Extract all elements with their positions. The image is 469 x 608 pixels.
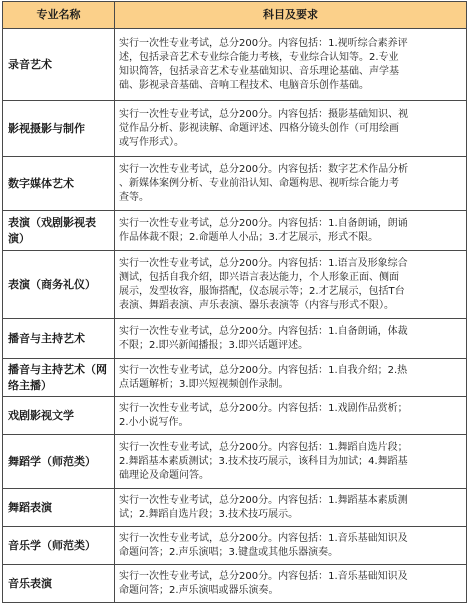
- table-row: [3, 489, 467, 527]
- major-name: 播音与主持艺术（网 络主播）: [3, 359, 115, 397]
- table-header-row: [3, 2, 467, 29]
- table-row: [3, 527, 467, 565]
- table-row: [3, 359, 467, 397]
- header-requirements: 科目及要求: [115, 2, 467, 29]
- major-requirements: 实行一次性专业考试，总分200分。内容包括：1.自备朗诵，体裁 不限；2.即兴新闻播报；3.即兴话题评述。: [115, 319, 467, 359]
- major-requirements: 实行一次性专业考试，总分200分。内容包括：1.舞蹈自选片段； 2.舞蹈基本素质测试；3.技术技巧展示，该科目为加试；4.舞蹈基 础理论及命题问答。: [115, 435, 467, 489]
- major-requirements: 实行一次性专业考试，总分200分。内容包括：1.音乐基础知识及 命题问答；2.声乐演唱或器乐演奏。: [115, 565, 467, 603]
- table-row: [3, 29, 467, 101]
- table-row: [3, 211, 467, 251]
- major-requirements: 实行一次性专业考试，总分200分。内容包括：摄影基础知识、视 觉作品分析、影视读解、命题评述、四格分镜头创作（可用绘画 或写作形式）。: [115, 101, 467, 157]
- major-name: 表演（戏剧影视表 演）: [3, 211, 115, 251]
- table-row: [3, 101, 467, 157]
- major-requirements: 实行一次性专业考试，总分200分。内容包括：1.舞蹈基本素质测 试；2.舞蹈自选片段；3.技术技巧展示。: [115, 489, 467, 527]
- major-name: 播音与主持艺术: [3, 319, 115, 359]
- table-row: [3, 251, 467, 319]
- major-requirements: 实行一次性专业考试，总分200分。内容包括：1.戏剧作品赏析； 2.小小说写作。: [115, 397, 467, 435]
- major-name: 舞蹈表演: [3, 489, 115, 527]
- major-requirements: 实行一次性专业考试，总分200分。内容包括：1.自备朗诵，朗诵 作品体裁不限；2.命题单人小品；3.才艺展示，形式不限。: [115, 211, 467, 251]
- table-row: [3, 435, 467, 489]
- major-name: 戏剧影视文学: [3, 397, 115, 435]
- major-requirements: 实行一次性专业考试，总分200分。内容包括：1.视听综合素养评 述，包括录音艺术专业综合能力考核，专业综合认知等。2.专业 知识简答，包括录音艺术专业基础知识、音乐理论基础、声学基 础、影视录音基础、音响工程技术、电脑音乐创作基础。: [115, 29, 467, 101]
- table-row: [3, 565, 467, 603]
- major-requirements: 实行一次性专业考试，总分200分。内容包括：数字艺术作品分析 、新媒体案例分析、专业前沿认知、命题构思、视听综合能力考 查等。: [115, 157, 467, 211]
- major-name: 录音艺术: [3, 29, 115, 101]
- major-name: 数字媒体艺术: [3, 157, 115, 211]
- header-major: 专业名称: [3, 2, 115, 29]
- major-requirements: 实行一次性专业考试，总分200分。内容包括：1.自我介绍；2.热 点话题解析；3.即兴短视频创作录制。: [115, 359, 467, 397]
- table-row: [3, 319, 467, 359]
- major-name: 舞蹈学（师范类）: [3, 435, 115, 489]
- table-row: [3, 157, 467, 211]
- major-name: 影视摄影与制作: [3, 101, 115, 157]
- major-requirements: 实行一次性专业考试，总分200分。内容包括：1.音乐基础知识及 命题问答；2.声乐演唱；3.键盘或其他乐器演奏。: [115, 527, 467, 565]
- table-row: [3, 397, 467, 435]
- major-name: 音乐学（师范类）: [3, 527, 115, 565]
- major-name: 音乐表演: [3, 565, 115, 603]
- majors-table: [2, 1, 467, 603]
- major-requirements: 实行一次性专业考试，总分200分。内容包括：1.语言及形象综合 测试，包括自我介绍，即兴语言表达能力，个人形象正面、侧面 展示，发型妆容，服饰搭配，仪态展示等；2.才艺展示，包括T台 表演、舞蹈表演、声乐表演、器乐表演等（内容与形式不限）。: [115, 251, 467, 319]
- major-name: 表演（商务礼仪）: [3, 251, 115, 319]
